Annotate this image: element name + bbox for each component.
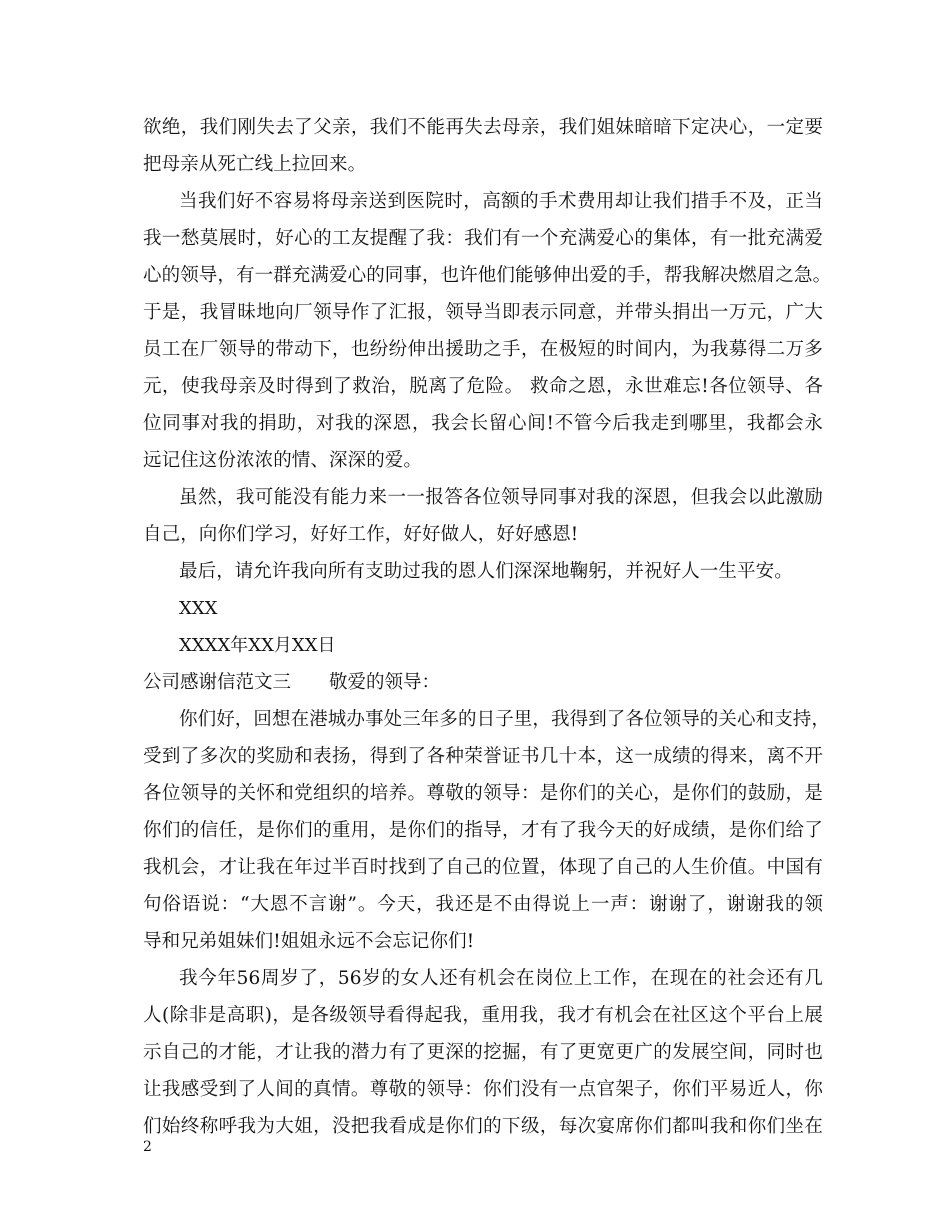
- text-line: 各位领导的关怀和党组织的培养。尊敬的领导：是你们的关心，是你们的鼓励，是: [143, 783, 823, 804]
- text-line: 元，使我母亲及时得到了救治，脱离了危险。 救命之恩，永世难忘!各位领导、各: [143, 376, 823, 397]
- text-line: 位同事对我的捐助，对我的深恩，我会长留心间!不管今后我走到哪里，我都会永: [143, 413, 823, 434]
- text-line: 远记住这份浓浓的情、深深的爱。: [143, 450, 423, 471]
- signature-date: XXXX年XX月XX日: [179, 635, 336, 656]
- text-line: 我一愁莫展时，好心的工友提醒了我：我们有一个充满爱心的集体，有一批充满爱: [143, 228, 823, 249]
- text-line: 你们好，回想在港城办事处三年多的日子里，我得到了各位领导的关心和支持，: [179, 709, 831, 730]
- page-number: 2: [143, 1139, 152, 1155]
- text-line: 当我们好不容易将母亲送到医院时，高额的手术费用却让我们措手不及，正当: [179, 191, 823, 212]
- text-line: 员工在厂领导的带动下，也纷纷伸出援助之手，在极短的时间内，为我募得二万多: [143, 339, 823, 360]
- text-line: 们始终称呼我为大姐，没把我看成是你们的下级，每次宴席你们都叫我和你们坐在: [143, 1116, 823, 1137]
- text-line: 导和兄弟姐妹们!姐姐永远不会忘记你们!: [143, 931, 475, 952]
- text-line: 受到了多次的奖励和表扬，得到了各种荣誉证书几十本，这一成绩的得来，离不开: [143, 746, 823, 767]
- text-line: 人(除非是高职)，是各级领导看得起我，重用我，我才有机会在社区这个平台上展: [143, 1005, 823, 1026]
- text-line: 最后，请允许我向所有支助过我的恩人们深深地鞠躬，并祝好人一生平安。: [179, 561, 793, 582]
- section-title: 公司感谢信范文三: [143, 672, 292, 693]
- text-line: 欲绝，我们刚失去了父亲，我们不能再失去母亲，我们姐妹暗暗下定决心，一定要: [143, 117, 823, 138]
- text-line: 把母亲从死亡线上拉回来。: [143, 154, 367, 175]
- text-line: 让我感受到了人间的真情。尊敬的领导：你们没有一点官架子，你们平易近人，你: [143, 1079, 823, 1100]
- text-line: 句俗语说：“大恩不言谢”。今天，我还是不由得说上一声：谢谢了，谢谢我的领: [143, 894, 823, 915]
- text-line: 心的领导，有一群充满爱心的同事，也许他们能够伸出爱的手，帮我解决燃眉之急。: [143, 265, 832, 286]
- section-heading: [143, 671, 440, 695]
- text-line: 你们的信任，是你们的重用，是你们的指导，才有了我今天的好成绩，是你们给了: [143, 820, 823, 841]
- signature-name: XXX: [179, 598, 218, 619]
- text-line: 示自己的才能，才让我的潜力有了更深的挖掘，有了更宽更广的发展空间，同时也: [143, 1042, 823, 1063]
- text-line: 虽然，我可能没有能力来一一报答各位领导同事对我的深恩，但我会以此激励: [179, 487, 823, 508]
- text-line: 自己，向你们学习，好好工作，好好做人，好好感恩!: [143, 524, 579, 545]
- text-line: 我今年56周岁了，56岁的女人还有机会在岗位上工作，在现在的社会还有几: [179, 968, 823, 989]
- text-line: 于是，我冒昧地向厂领导作了汇报，领导当即表示同意，并带头捐出一万元，广大: [143, 302, 823, 323]
- salutation: 敬爱的领导：: [329, 672, 441, 693]
- text-line: 我机会，才让我在年过半百时找到了自己的位置，体现了自己的人生价值。中国有: [143, 857, 823, 878]
